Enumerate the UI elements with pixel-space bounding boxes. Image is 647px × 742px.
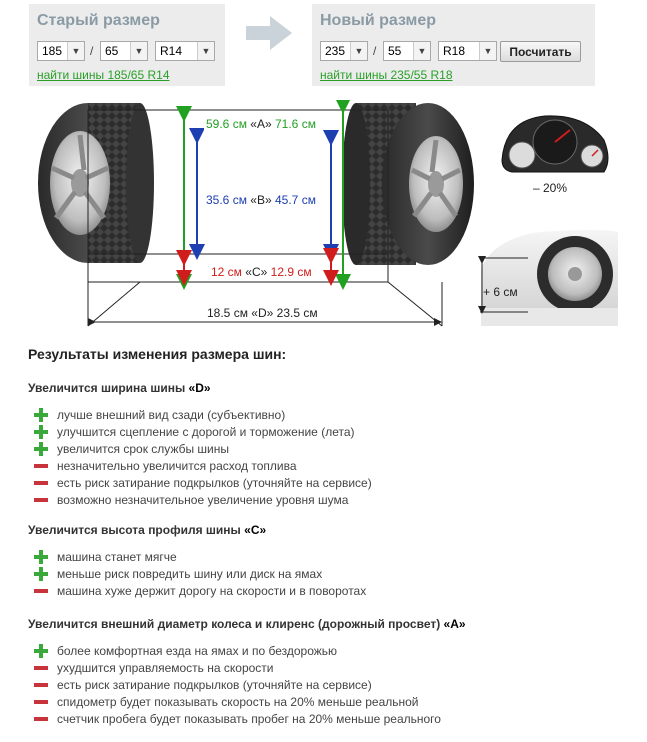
result-item-text: ухудшится управляемость на скорости <box>57 661 274 675</box>
old-width-select[interactable] <box>37 41 85 61</box>
result-item <box>34 492 348 509</box>
dimension-d-old-value: 18.5 см <box>207 306 248 320</box>
dimension-a-tag: «A» <box>250 117 272 131</box>
result-item-text: увеличится срок службы шины <box>57 442 230 456</box>
new-width-value: 235 <box>325 44 346 58</box>
new-profile-value: 55 <box>388 44 402 58</box>
result-section-heading <box>28 523 266 537</box>
result-section-heading <box>28 381 211 395</box>
old-rim-select[interactable] <box>155 41 215 61</box>
result-item-text: меньше риск повредить шину или диск на ямах <box>57 567 323 581</box>
dimension-c-old-value: 12 см <box>211 265 242 279</box>
result-item <box>34 694 419 711</box>
new-width-select[interactable] <box>320 41 368 61</box>
chevron-down-icon: ▼ <box>67 42 84 60</box>
result-item-text: возможно незначительное увеличение уровня шума <box>57 493 349 507</box>
dimension-d-new-value: 23.5 см <box>276 306 318 320</box>
result-item <box>34 711 441 728</box>
minus-icon <box>34 459 48 473</box>
car-clearance-image <box>480 230 618 326</box>
old-rim-value: R14 <box>160 44 183 58</box>
result-section-tag: «D» <box>188 381 211 395</box>
dimension-c-tag: «C» <box>245 265 268 279</box>
results-title: Результаты изменения размера шин: <box>28 346 287 362</box>
chevron-down-icon: ▼ <box>130 42 147 60</box>
dimension-a-label <box>204 117 318 131</box>
result-item-text: более комфортная езда на ямах и по бездорожью <box>57 644 338 658</box>
speedometer-change: – 20% <box>533 181 568 195</box>
result-item <box>34 407 285 424</box>
chevron-down-icon: ▼ <box>350 42 367 60</box>
result-item <box>34 643 337 660</box>
old-width-value: 185 <box>42 44 63 58</box>
old-size-panel <box>29 4 225 86</box>
result-item-text: незначительно увеличится расход топлива <box>57 459 297 473</box>
old-tire-image <box>38 103 154 263</box>
separator-slash: / <box>90 44 94 58</box>
minus-icon <box>34 661 48 675</box>
dimension-b-old-value: 35.6 см <box>206 193 247 207</box>
result-item <box>34 677 372 694</box>
speedometer-image <box>502 116 608 172</box>
separator-slash: / <box>373 44 377 58</box>
results-block <box>28 346 628 362</box>
result-item-text: счетчик пробега будет показывать пробег на 20% меньше реального <box>57 712 441 726</box>
minus-icon <box>34 476 48 490</box>
old-profile-select[interactable] <box>100 41 148 61</box>
dimension-b-label <box>204 193 318 207</box>
new-profile-select[interactable] <box>383 41 431 61</box>
result-item-text: улучшится сцепление с дорогой и торможение (лета) <box>57 425 355 439</box>
tire-comparison-diagram <box>0 100 647 330</box>
result-item <box>34 660 274 677</box>
dimension-d-tag: «D» <box>251 306 274 320</box>
plus-icon <box>34 550 48 564</box>
find-old-tires-link[interactable]: найти шины 185/65 R14 <box>37 68 170 82</box>
result-section-heading-text: Увеличится внешний диаметр колеса и клиренс (дорожный просвет) <box>28 617 444 631</box>
result-section <box>28 523 367 598</box>
result-item-text: лучше внешний вид сзади (субъективно) <box>57 408 286 422</box>
chevron-down-icon: ▼ <box>413 42 430 60</box>
result-item <box>34 583 366 600</box>
plus-icon <box>34 408 48 422</box>
calculate-button[interactable]: Посчитать <box>500 41 581 62</box>
result-item-text: машина хуже держит дорогу на скорости и в поворотах <box>57 584 367 598</box>
result-item-text: есть риск затирание подкрылков (уточняйте на сервисе) <box>57 476 372 490</box>
new-rim-value: R18 <box>443 44 466 58</box>
result-item <box>34 424 355 441</box>
result-section-tag: «A» <box>443 617 466 631</box>
minus-icon <box>34 493 48 507</box>
result-item-text: спидометр будет показывать скорость на 20% меньше реальной <box>57 695 419 709</box>
dimension-a-new-value: 71.6 см <box>275 117 316 131</box>
dimension-a-old-value: 59.6 см <box>206 117 247 131</box>
find-new-tires-link[interactable]: найти шины 235/55 R18 <box>320 68 453 82</box>
plus-icon <box>34 442 48 456</box>
old-profile-value: 65 <box>105 44 119 58</box>
new-size-title: Новый размер <box>320 12 437 29</box>
result-section-heading-text: Увеличится высота профиля шины <box>28 523 245 537</box>
old-size-title: Старый размер <box>37 12 160 29</box>
dimension-b-tag: «B» <box>250 193 272 207</box>
minus-icon <box>34 712 48 726</box>
result-section-heading <box>28 617 466 631</box>
arrow-right-icon <box>246 16 292 50</box>
result-section <box>28 381 372 507</box>
new-size-panel <box>312 4 595 86</box>
plus-icon <box>34 567 48 581</box>
clearance-change: + 6 см <box>483 285 518 299</box>
result-item <box>34 475 372 492</box>
new-tire-image <box>342 103 474 265</box>
result-item <box>34 549 177 566</box>
result-item <box>34 566 322 583</box>
dimension-d-label <box>205 306 320 320</box>
result-item <box>34 458 297 475</box>
result-section <box>28 617 466 726</box>
result-section-heading-text: Увеличится ширина шины <box>28 381 189 395</box>
chevron-down-icon: ▼ <box>479 42 496 60</box>
plus-icon <box>34 644 48 658</box>
new-rim-select[interactable] <box>438 41 497 61</box>
result-item-text: есть риск затирание подкрылков (уточняйте на сервисе) <box>57 678 372 692</box>
result-item <box>34 441 229 458</box>
minus-icon <box>34 695 48 709</box>
minus-icon <box>34 584 48 598</box>
chevron-down-icon: ▼ <box>197 42 214 60</box>
dimension-b-new-value: 45.7 см <box>275 193 316 207</box>
dimension-c-new-value: 12.9 см <box>270 265 312 279</box>
dimension-c-label <box>209 265 314 279</box>
result-item-text: машина станет мягче <box>57 550 177 564</box>
minus-icon <box>34 678 48 692</box>
result-section-tag: «C» <box>244 523 267 537</box>
plus-icon <box>34 425 48 439</box>
